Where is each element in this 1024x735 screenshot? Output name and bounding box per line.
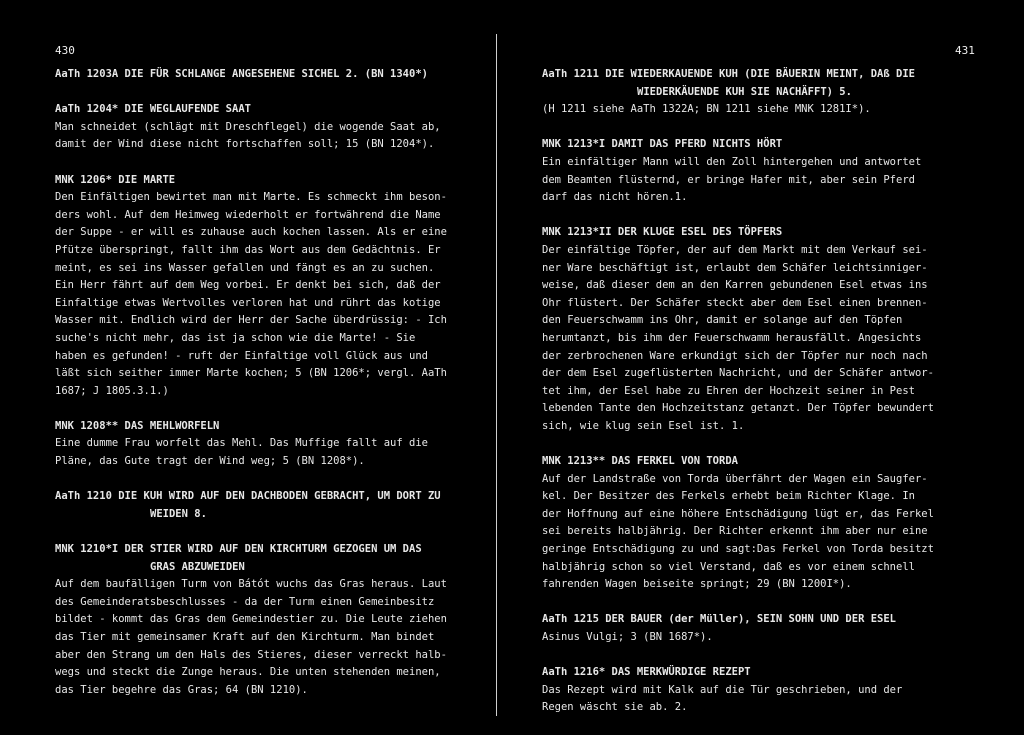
- text-line: Auf der Landstraße von Torda überfährt der Wagen ein Saugfer-: [542, 472, 928, 485]
- entry: [542, 453, 962, 594]
- text-line: den Feuerschwamm ins Ohr, damit er solange auf den Töpfen: [542, 314, 903, 327]
- entry: [542, 664, 962, 717]
- entry: [542, 611, 962, 646]
- entry-heading: AaTh 1215 DER BAUER (der Müller), SEIN SOHN UND DER ESEL: [542, 613, 897, 626]
- text-line: (H 1211 siehe AaTh 1322A; BN 1211 siehe MNK 1281I*).: [542, 103, 871, 116]
- text-line: weise, daß dieser dem an den Karren gebundenen Esel etwas ins: [542, 279, 928, 292]
- text-line: des Gemeinderatsbeschlusses - da der Turm einen Gemeinbesitz: [55, 595, 435, 608]
- text-line: bildet - kommt das Gras dem Gemeindestier zu. Die Leute ziehen: [55, 613, 447, 626]
- text-line: lebenden Tante den Hochzeitstanz getanzt. Der Töpfer bewundert: [542, 402, 934, 415]
- entry: [542, 224, 962, 435]
- entry-heading: MNK 1213** DAS FERKEL VON TORDA: [542, 455, 738, 468]
- entry: [542, 66, 962, 119]
- left-column: [55, 66, 475, 717]
- entry-heading: MNK 1210*I DER STIER WIRD AUF DEN KIRCHTURM GEZOGEN UM DAS: [55, 543, 422, 556]
- text-line: Pfütze überspringt, fallt ihm das Wort aus dem Gedächtnis. Er: [55, 243, 441, 256]
- page-number-right: 431: [955, 44, 975, 57]
- text-line: ner Ware beschäftigt ist, erlaubt dem Schäfer leichtsinniger-: [542, 261, 928, 274]
- entry-heading: MNK 1208** DAS MEHLWORFELN: [55, 419, 220, 432]
- entry-heading: AaTh 1210 DIE KUH WIRD AUF DEN DACHBODEN GEBRACHT, UM DORT ZU: [55, 490, 441, 503]
- right-column: [542, 66, 962, 735]
- text-line: damit der Wind diese nicht fortschaffen soll; 15 (BN 1204*).: [55, 138, 435, 151]
- text-line: Ein Herr fährt auf dem Weg vorbei. Er denkt bei sich, daß der: [55, 279, 441, 292]
- text-line: 1687; J 1805.3.1.): [55, 384, 169, 397]
- text-line: darf das nicht hören.1.: [542, 191, 688, 204]
- entry-heading: MNK 1213*I DAMIT DAS PFERD NICHTS HÖRT: [542, 138, 783, 151]
- text-line: fahrenden Wagen beiseite springt; 29 (BN 1200I*).: [542, 578, 852, 591]
- text-line: sich, wie klug sein Esel ist. 1.: [542, 419, 745, 432]
- page-number-left: 430: [55, 44, 75, 57]
- entry: [55, 541, 475, 699]
- entry-heading: AaTh 1216* DAS MERKWÜRDIGE REZEPT: [542, 666, 751, 679]
- text-line: halbjährig schon so viel Verstand, daß es vor einem schnell: [542, 560, 915, 573]
- text-line: Ohr flüstert. Der Schäfer steckt aber dem Esel einen brennen-: [542, 296, 928, 309]
- text-line: Einfaltige etwas Wertvolles verloren hat und rührt das kotige: [55, 296, 441, 309]
- entry: [55, 418, 475, 471]
- text-line: Asinus Vulgi; 3 (BN 1687*).: [542, 631, 713, 643]
- text-line: der dem Esel zugeflüsterten Nachricht, und der Schäfer antwor-: [542, 367, 934, 380]
- text-line: der Suppe - er will es zuhause auch kochen lassen. Als er eine: [55, 226, 447, 239]
- text-line: meint, es sei ins Wasser gefallen und fängt es an zu suchen.: [55, 261, 435, 274]
- text-line: der zerbrochenen Ware erkundigt sich der Töpfer nur noch nach: [542, 349, 928, 362]
- text-line: aber den Strang um den Hals des Stieres, dieser verreckt halb-: [55, 648, 447, 661]
- text-line: Ein einfältiger Mann will den Zoll hintergehen und antwortet: [542, 155, 922, 168]
- text-line: tet ihm, der Esel habe zu Ehren der Hochzeit seiner in Pest: [542, 384, 915, 397]
- column-divider: [496, 34, 497, 716]
- text-line: geringe Entschädigung zu und sagt:Das Ferkel von Torda besitzt: [542, 543, 934, 556]
- entry-heading: GRAS ABZUWEIDEN: [150, 560, 245, 573]
- text-line: das Tier mit gemeinsamer Kraft auf den Kirchturm. Man bindet: [55, 631, 435, 643]
- text-line: wegs und steckt die Zunge heraus. Die unten stehenden meinen,: [55, 666, 441, 679]
- entry-heading: AaTh 1203A DIE FÜR SCHLANGE ANGESEHENE SICHEL 2. (BN 1340*): [55, 68, 428, 80]
- entry-heading: AaTh 1211 DIE WIEDERKAUENDE KUH (DIE BÄUERIN MEINT, DAß DIE: [542, 68, 915, 80]
- text-line: herumtanzt, bis ihm der Feuerschwamm herausfällt. Angesichts: [542, 331, 922, 344]
- text-line: Regen wäscht sie ab. 2.: [542, 701, 688, 714]
- entry: [542, 136, 962, 206]
- entry-heading: AaTh 1204* DIE WEGLAUFENDE SAAT: [55, 103, 251, 116]
- text-line: Pläne, das Gute tragt der Wind weg; 5 (BN 1208*).: [55, 455, 365, 468]
- text-line: Man schneidet (schlägt mit Dreschflegel) die wogende Saat ab,: [55, 120, 441, 133]
- text-line: dem Beamten flüsternd, er bringe Hafer mit, aber sein Pferd: [542, 173, 915, 186]
- entry: [55, 101, 475, 154]
- text-line: Das Rezept wird mit Kalk auf die Tür geschrieben, und der: [542, 683, 903, 696]
- entry-heading: WEIDEN 8.: [150, 507, 207, 520]
- entry: [55, 172, 475, 401]
- text-line: Wasser mit. Endlich wird der Herr der Sache überdrüssig: - Ich: [55, 314, 447, 327]
- text-line: Den Einfältigen bewirtet man mit Marte. Es schmeckt ihm beson-: [55, 191, 447, 204]
- entry-heading: MNK 1206* DIE MARTE: [55, 173, 176, 186]
- text-line: suche's nicht mehr, das ist ja schon wie die Marte! - Sie: [55, 331, 416, 344]
- text-line: ders wohl. Auf dem Heimweg wiederholt er fortwährend die Name: [55, 208, 441, 221]
- text-line: der Hoffnung auf eine höhere Entschädigung lügt er, das Ferkel: [542, 507, 934, 520]
- text-line: läßt sich seither immer Marte kochen; 5 (BN 1206*; vergl. AaTh: [55, 367, 447, 380]
- text-line: das Tier begehre das Gras; 64 (BN 1210).: [55, 683, 308, 696]
- text-line: kel. Der Besitzer des Ferkels erhebt beim Richter Klage. In: [542, 490, 915, 503]
- entry: [55, 488, 475, 523]
- entry-heading: MNK 1213*II DER KLUGE ESEL DES TÖPFERS: [542, 226, 783, 239]
- text-line: Auf dem baufälligen Turm von Bátót wuchs das Gras heraus. Laut: [55, 578, 447, 591]
- text-line: Eine dumme Frau worfelt das Mehl. Das Muffige fallt auf die: [55, 437, 428, 450]
- text-line: Der einfältige Töpfer, der auf dem Markt mit dem Verkauf sei-: [542, 243, 928, 256]
- text-line: haben es gefunden! - ruft der Einfaltige voll Glück aus und: [55, 349, 428, 362]
- entry: [55, 66, 475, 84]
- entry-heading: WIEDERKÄUENDE KUH SIE NACHÄFFT) 5.: [637, 85, 852, 98]
- text-line: sei bereits halbjährig. Der Richter erkennt ihm aber nur eine: [542, 525, 928, 538]
